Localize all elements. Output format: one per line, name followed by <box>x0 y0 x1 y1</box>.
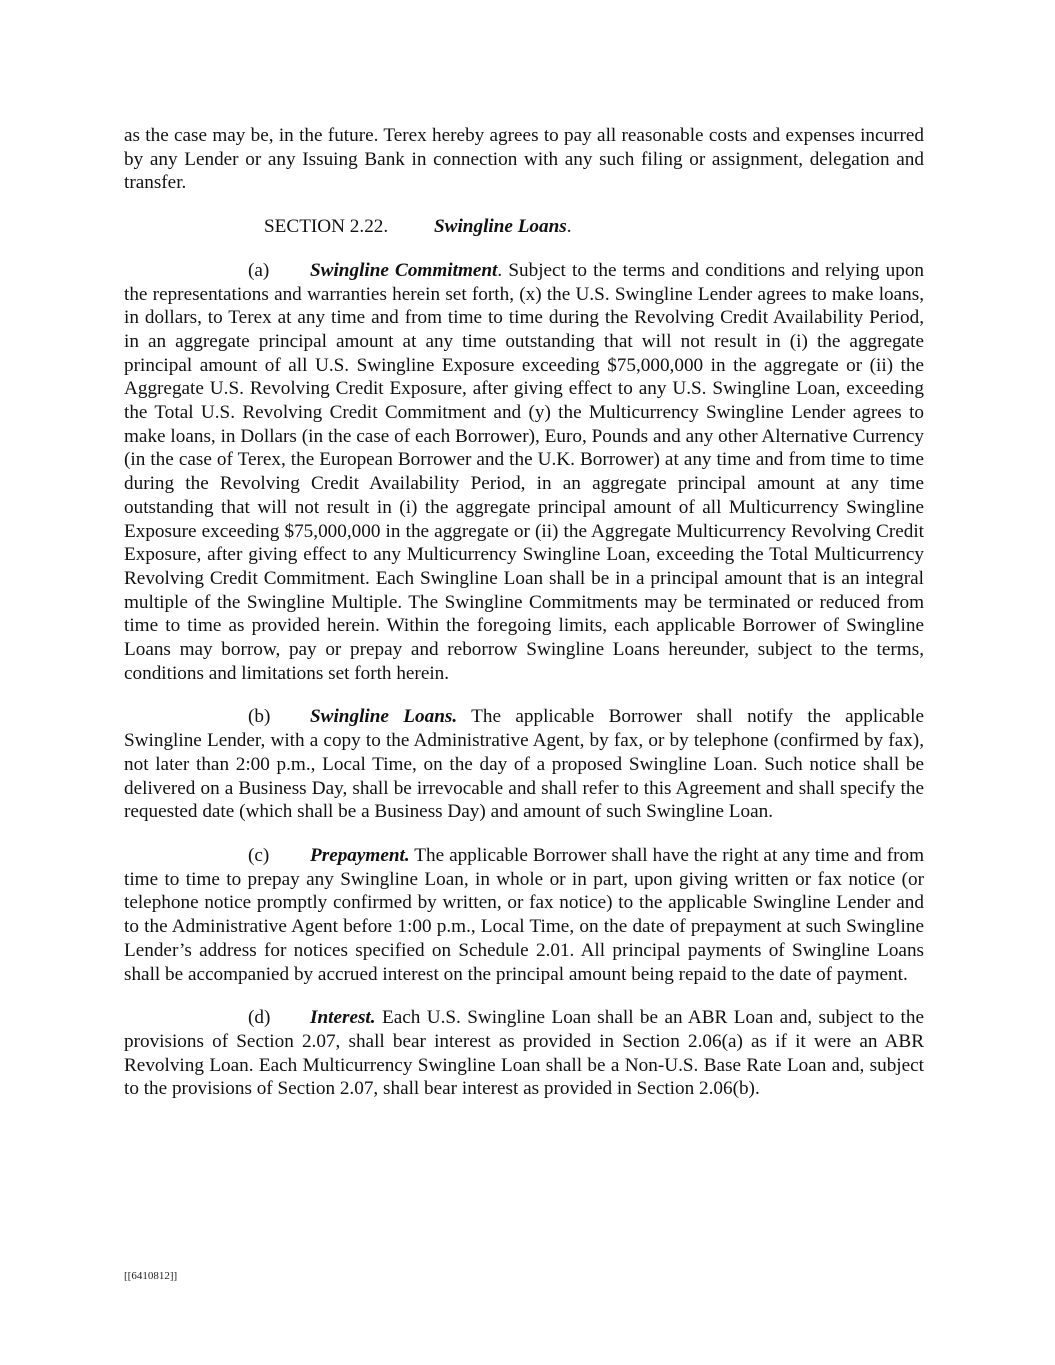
paragraph-marker: (c) <box>248 844 270 866</box>
document-page <box>124 124 924 1101</box>
paragraph-body: Each U.S. Swingline Loan shall be an ABR Loan and, subject to the provisions of Section 2.07, shall bear interest as provided in Section 2.06(a) as if it were an ABR Revolving Loan. Each Multicurrency Swingline Loan shall be a Non-U.S. Base Rate Loan and, subject to the provisions of Section 2.07, shall bear interest as provided in Section 2.06(b). <box>124 1007 924 1100</box>
section-title-suffix: . <box>566 216 572 238</box>
paragraph-body: The applicable Borrower shall have the right at any time and from time to time to prepay any Swingline Loan, in whole or in part, upon giving written or fax notice (or telephone notice promptly confirmed by written, or fax notice) to the applicable Swingline Lender and to the Administrative Agent before 1:00 p.m., Local Time, on the date of prepayment at such Swingline Lender’s address for notices specified on Schedule 2.01. All principal payments of Swingline Loans shall be accompanied by accrued interest on the principal amount being repaid to the date of payment. <box>124 844 924 985</box>
paragraph-marker: (d) <box>248 1007 271 1029</box>
spacer <box>124 685 924 705</box>
paragraph-a <box>124 259 924 686</box>
spacer <box>124 239 924 259</box>
paragraph-heading: Swingline Loans. <box>310 706 458 728</box>
section-title: Swingline Loans <box>434 216 567 238</box>
spacer <box>124 986 924 1006</box>
paragraph-heading-suffix: . <box>497 259 503 281</box>
spacer <box>124 195 924 215</box>
paragraph-heading: Swingline Commitment <box>310 259 498 281</box>
paragraph-marker: (b) <box>248 706 271 728</box>
section-heading <box>124 215 924 239</box>
paragraph-body: Subject to the terms and conditions and relying upon the representations and warranties herein set forth, (x) the U.S. Swingline Lender agrees to make loans, in dollars, to Terex at any time and from time to time during the Revolving Credit Availability Period, in an aggregate principal amount at any time outstanding that will not result in (i) the aggregate principal amount of all U.S. Swingline Exposure exceeding $75,000,000 in the aggregate or (ii) the Aggregate U.S. Revolving Credit Exposure, after giving effect to any U.S. Swingline Loan, exceeding the Total U.S. Revolving Credit Commitment and (y) the Multicurrency Swingline Lender agrees to make loans, in Dollars (in the case of each Borrower), Euro, Pounds and any other Alternative Currency (in the case of Terex, the European Borrower and the U.K. Borrower) at any time and from time to time during the Revolving Credit Availability Period, in an aggregate principal amount at any time outstanding that will not result in (i) the aggregate principal amount of all Multicurrency Swingline Exposure exceeding $75,000,000 in the aggregate or (ii) the Aggregate Multicurrency Revolving Credit Exposure, after giving effect to any Multicurrency Swingline Loan, exceeding the Total Multicurrency Revolving Credit Commitment. Each Swingline Loan shall be in a principal amount that is an integral multiple of the Swingline Multiple. The Swingline Commitments may be terminated or reduced from time to time as provided herein. Within the foregoing limits, each applicable Borrower of Swingline Loans may borrow, pay or prepay and reborrow Swingline Loans hereunder, subject to the terms, conditions and limitations set forth herein. <box>124 259 925 684</box>
intro-paragraph: as the case may be, in the future. Terex hereby agrees to pay all reasonable costs and expenses incurred by any Lender or any Issuing Bank in connection with any such filing or assignment, delegation and transfer. <box>124 125 924 194</box>
section-number: SECTION 2.22. <box>264 216 389 238</box>
footer-doc-id: [[6410812]] <box>124 1270 178 1282</box>
paragraph-c <box>124 844 924 986</box>
paragraph-heading: Interest. <box>310 1007 376 1029</box>
paragraph-b <box>124 705 924 824</box>
paragraph-d <box>124 1006 924 1101</box>
paragraph-body: The applicable Borrower shall notify the applicable Swingline Lender, with a copy to the Administrative Agent, by fax, or by telephone (confirmed by fax), not later than 2:00 p.m., Local Time, on the day of a proposed Swingline Loan. Such notice shall be delivered on a Business Day, shall be irrevocable and shall refer to this Agreement and shall specify the requested date (which shall be a Business Day) and amount of such Swingline Loan. <box>124 706 924 823</box>
spacer <box>124 824 924 844</box>
paragraph-heading: Prepayment. <box>310 844 410 866</box>
paragraph-marker: (a) <box>248 259 270 281</box>
